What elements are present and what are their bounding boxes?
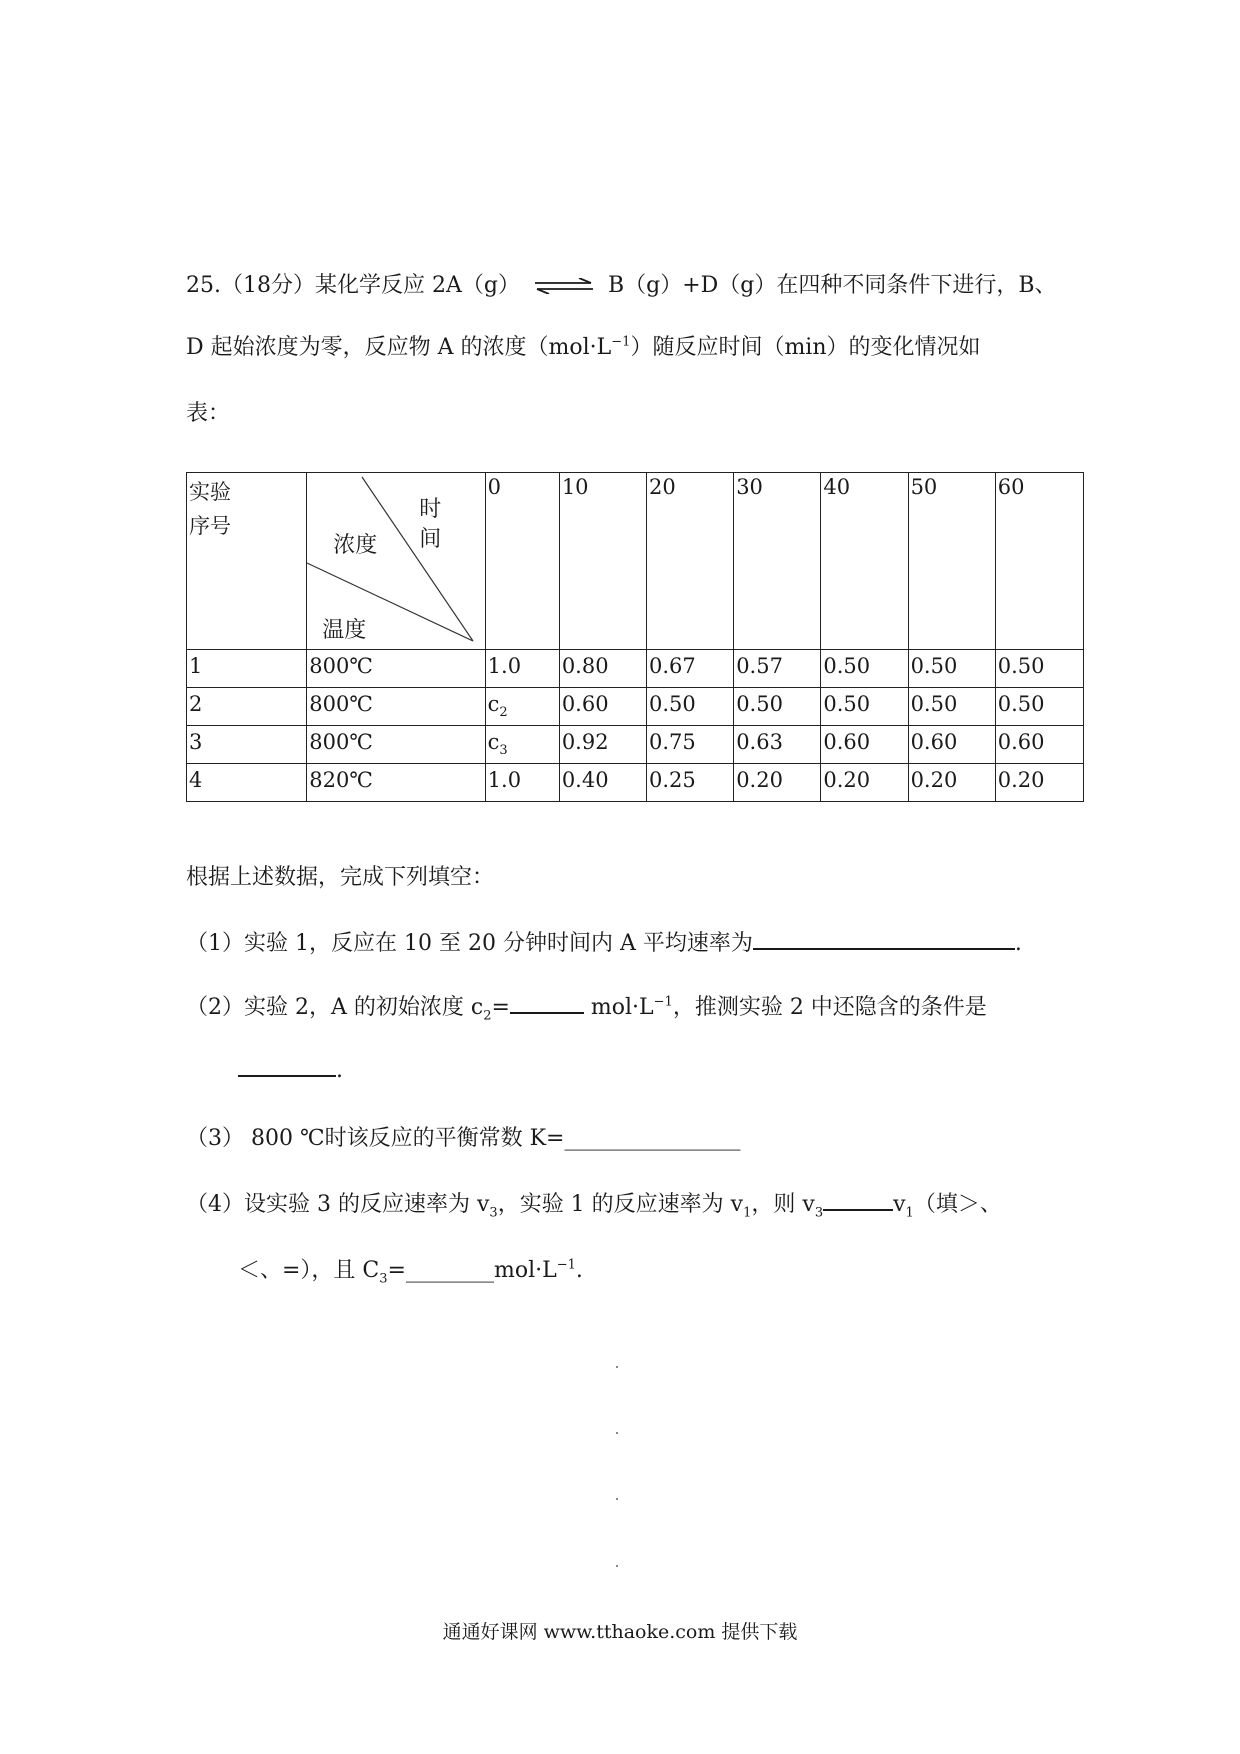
q4-text-b: ，实验 1 的反应速率为 v [497, 1192, 744, 1217]
row-initial-conc [485, 688, 559, 726]
q2-eq: = [491, 995, 510, 1020]
q2-unit: mol·L [583, 995, 654, 1020]
q1 [186, 926, 1022, 957]
q4-sub1: 1 [743, 1205, 752, 1221]
row-temp: 800℃ [307, 688, 485, 726]
q4-text-a: （4）设实验 3 的反应速率为 v [186, 1192, 490, 1217]
row-conc-value: 0.20 [821, 764, 908, 802]
row-conc-value: 0.50 [821, 650, 908, 688]
initial-conc-sub: 2 [499, 705, 508, 721]
row-conc-value: 0.20 [995, 764, 1083, 802]
row-temp: 820℃ [307, 764, 485, 802]
table-row [187, 688, 1084, 726]
row-conc-value: 0.60 [559, 688, 646, 726]
header-time-50: 50 [908, 473, 995, 650]
row-initial-conc [485, 726, 559, 764]
initial-conc-value: 1.0 [487, 654, 522, 678]
table-row [187, 764, 1084, 802]
header-diagonal-cell [307, 473, 485, 650]
row-conc-value: 0.20 [908, 764, 995, 802]
q2-c2-blank[interactable] [510, 994, 584, 1014]
row-conc-value: 0.92 [559, 726, 646, 764]
q4-line2-eq: = [387, 1258, 406, 1283]
scan-dot [616, 1565, 618, 1567]
q4-sub3b: 3 [814, 1205, 824, 1221]
row-exp-id: 2 [187, 688, 307, 726]
q4 [186, 1187, 1002, 1220]
initial-conc-sub: 3 [499, 743, 508, 759]
header-time-40: 40 [821, 473, 908, 650]
row-conc-value: 0.50 [647, 688, 734, 726]
q2-text-c: ，推测实验 2 中还隐含的条件是 [672, 995, 987, 1020]
footer-watermark: 通通好课网 www.tthaoke.com 提供下载 [442, 1621, 798, 1643]
q2-text-a: （2）实验 2，A 的初始浓度 c [186, 995, 484, 1020]
q4-text-d: v [893, 1192, 906, 1217]
row-conc-value: 0.25 [647, 764, 734, 802]
header-exp-text: 实验序号 [189, 480, 231, 538]
row-conc-value: 0.60 [908, 726, 995, 764]
q4-text-c: ，则 v [751, 1192, 815, 1217]
row-initial-conc [485, 650, 559, 688]
scan-dot [616, 1432, 618, 1434]
q4-line2-sup: −1 [556, 1257, 576, 1273]
header-time-60: 60 [995, 473, 1083, 650]
q4-text-e: （填＞、 [913, 1192, 1002, 1217]
q2-line-2 [238, 1057, 343, 1083]
question-line-2 [186, 330, 981, 361]
table-row [187, 726, 1084, 764]
initial-conc-value: 1.0 [487, 768, 522, 792]
diag-label-time: 时间 [419, 497, 444, 552]
q2-sub: 2 [483, 1008, 492, 1024]
reaction-right: B（g）+D（g）在四种不同条件下进行，B、 [607, 273, 1057, 298]
q2-sup: −1 [653, 994, 673, 1010]
row-conc-value: 0.80 [559, 650, 646, 688]
question-line-3: 表： [186, 401, 231, 426]
q4-line2-end: . [575, 1258, 583, 1283]
reaction-left: 某化学反应 2A（g） [315, 273, 520, 298]
q1-end: . [1014, 931, 1022, 956]
row-conc-value: 0.63 [734, 726, 821, 764]
header-exp-label [187, 473, 307, 650]
q2 [186, 990, 987, 1023]
row-conc-value: 0.60 [995, 726, 1083, 764]
question-line-2-tail: ）随反应时间（min）的变化情况如 [630, 335, 981, 360]
q4-line2-a: ＜、=），且 C [238, 1258, 380, 1283]
row-temp: 800℃ [307, 650, 485, 688]
q3-k-blank[interactable]: ________________ [564, 1126, 741, 1151]
q4-sub3: 3 [489, 1205, 498, 1221]
diag-label-temp: 温度 [322, 618, 367, 643]
table-header-row [187, 473, 1084, 650]
row-conc-value: 0.50 [995, 688, 1083, 726]
q4-line-2 [238, 1253, 583, 1286]
diag-label-conc: 浓度 [333, 533, 378, 558]
q4-sub1b: 1 [905, 1205, 914, 1221]
row-conc-value: 0.50 [908, 688, 995, 726]
equilibrium-arrow-icon [533, 278, 595, 294]
fill-intro: 根据上述数据，完成下列填空： [186, 865, 495, 890]
table-row [187, 650, 1084, 688]
scan-dot [616, 1366, 618, 1368]
initial-conc-value: c [487, 730, 500, 754]
scan-dot [616, 1498, 618, 1500]
row-conc-value: 0.60 [821, 726, 908, 764]
row-conc-value: 0.50 [821, 688, 908, 726]
row-conc-value: 0.75 [647, 726, 734, 764]
concentration-table [186, 472, 1084, 802]
q4-line2-sub: 3 [379, 1271, 388, 1287]
unit-superscript: −1 [611, 334, 631, 350]
row-conc-value: 0.50 [734, 688, 821, 726]
header-time-10: 10 [559, 473, 646, 650]
q4-line2-unit: mol·L [493, 1258, 557, 1283]
q1-text: （1）实验 1，反应在 10 至 20 分钟时间内 A 平均速率为 [186, 931, 753, 956]
row-conc-value: 0.40 [559, 764, 646, 802]
question-line-1 [186, 268, 1057, 299]
q3 [186, 1121, 740, 1152]
question-number: 25. [186, 273, 221, 298]
row-initial-conc [485, 764, 559, 802]
row-exp-id: 4 [187, 764, 307, 802]
row-conc-value: 0.57 [734, 650, 821, 688]
header-time-20: 20 [647, 473, 734, 650]
q2-end: . [336, 1058, 343, 1083]
q1-answer-blank[interactable] [753, 930, 1015, 950]
q2-condition-blank[interactable] [238, 1057, 336, 1077]
header-time-30: 30 [734, 473, 821, 650]
question-points: （18分） [221, 273, 315, 298]
header-time-0: 0 [485, 473, 559, 650]
row-conc-value: 0.50 [995, 650, 1083, 688]
row-exp-id: 3 [187, 726, 307, 764]
row-conc-value: 0.67 [647, 650, 734, 688]
q4-compare-blank[interactable] [823, 1191, 893, 1211]
row-temp: 800℃ [307, 726, 485, 764]
q3-text: （3） 800 ℃时该反应的平衡常数 K= [186, 1126, 565, 1151]
row-conc-value: 0.20 [734, 764, 821, 802]
row-conc-value: 0.50 [908, 650, 995, 688]
initial-conc-value: c [487, 692, 500, 716]
question-line-2-text: D 起始浓度为零，反应物 A 的浓度（mol·L [186, 335, 612, 360]
row-exp-id: 1 [187, 650, 307, 688]
q4-c3-blank[interactable]: ________ [405, 1258, 494, 1283]
